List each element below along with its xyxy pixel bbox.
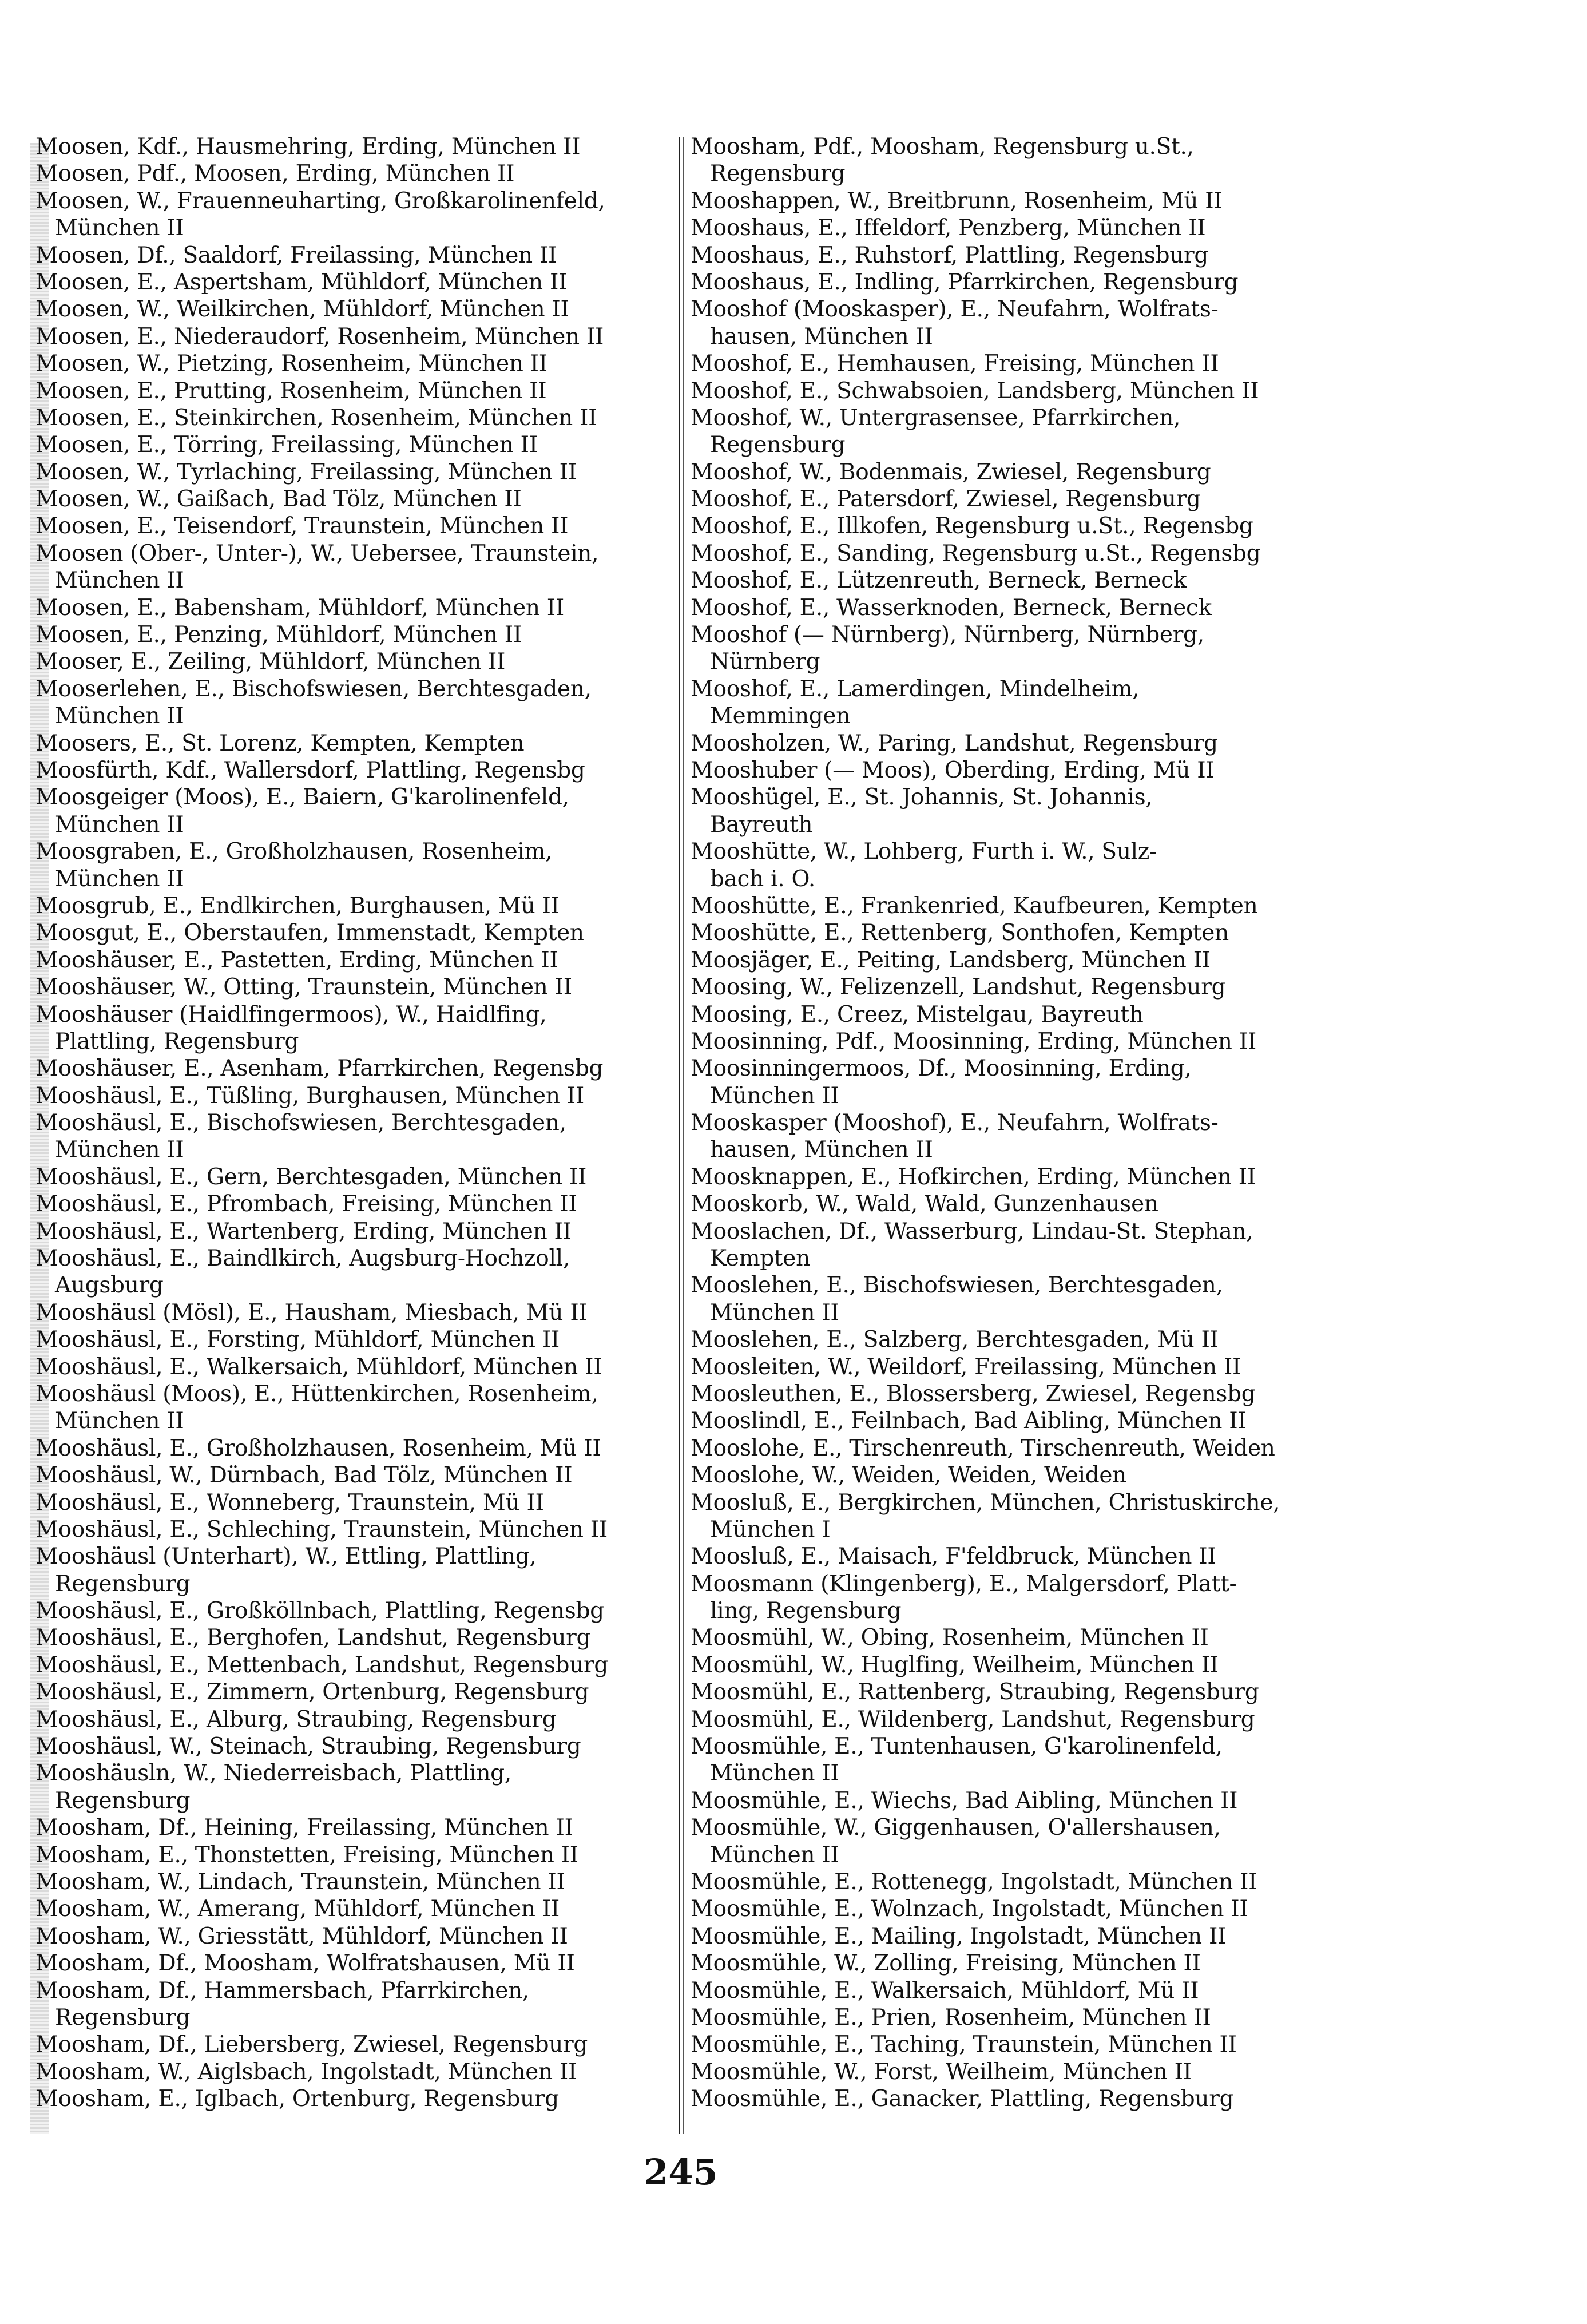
gazetteer-entry <box>691 242 1354 269</box>
entry-line: Mooshäusl, E., Pfrombach, Freising, München II <box>35 1191 577 1217</box>
entry-line: Moosen, Pdf., Moosen, Erding, München II <box>35 161 515 187</box>
gazetteer-entry <box>35 160 676 187</box>
entry-line: Moosham, W., Amerang, Mühldorf, München II <box>35 1896 560 1922</box>
gazetteer-entry <box>35 1109 676 1164</box>
entry-line: Mooslehen, E., Bischofswiesen, Berchtesgaden, <box>691 1272 1223 1299</box>
entry-line: Mooshäusl, E., Walkersaich, Mühldorf, München II <box>35 1354 602 1380</box>
entry-line: Moosham, E., Thonstetten, Freising, München II <box>35 1842 578 1868</box>
entry-continuation-line: Regensburg <box>55 1571 191 1597</box>
entry-continuation-line: München II <box>710 1299 839 1326</box>
gazetteer-entry <box>691 757 1354 784</box>
gazetteer-entry <box>35 1869 676 1895</box>
entry-continuation-line: bach i. O. <box>710 866 815 892</box>
entry-line: Moosing, W., Felizenzell, Landshut, Regensburg <box>691 974 1226 1001</box>
entry-line: Mooshäuser, E., Pastetten, Erding, München II <box>35 947 558 973</box>
gazetteer-entry <box>35 1842 676 1869</box>
entry-continuation-line: München II <box>710 1760 839 1787</box>
gazetteer-entry <box>35 1381 676 1435</box>
entry-line: Moosing, E., Creez, Mistelgau, Bayreuth <box>691 1001 1144 1028</box>
gazetteer-entry <box>691 1624 1354 1651</box>
entry-continuation-line: München II <box>55 1137 184 1163</box>
entry-line: Mooslindl, E., Feilnbach, Bad Aibling, München II <box>691 1408 1247 1434</box>
gazetteer-entry <box>691 1164 1354 1191</box>
entry-line: Mooshof, E., Illkofen, Regensburg u.St., Regensbg <box>691 513 1253 540</box>
gazetteer-entry <box>691 350 1354 377</box>
entry-line: Mooshof, E., Wasserknoden, Berneck, Berneck <box>691 594 1212 621</box>
entry-line: Mooshof, W., Bodenmais, Zwiesel, Regensburg <box>691 459 1211 485</box>
gazetteer-entry <box>35 296 676 323</box>
entry-line: Mooshof, E., Lamerdingen, Mindelheim, <box>691 676 1140 702</box>
gazetteer-entry <box>35 2085 676 2112</box>
entry-line: Moosmühle, E., Ganacker, Plattling, Regensburg <box>691 2086 1234 2112</box>
entry-line: Moosen, E., Babensham, Mühldorf, München II <box>35 594 564 621</box>
entry-line: Mooshaus, E., Iffeldorf, Penzberg, München II <box>691 215 1206 241</box>
gazetteer-entry <box>35 974 676 1001</box>
entry-line: Moosmühle, E., Wiechs, Bad Aibling, München II <box>691 1787 1238 1814</box>
entry-line: Moosmühle, E., Rottenegg, Ingolstadt, München II <box>691 1869 1257 1895</box>
entry-line: Moosen (Ober-, Unter-), W., Uebersee, Traunstein, <box>35 540 599 566</box>
entry-line: Moosmühle, E., Walkersaich, Mühldorf, Mü II <box>691 1977 1199 2004</box>
entry-line: Moosluß, E., Bergkirchen, München, Christuskirche, <box>691 1489 1280 1516</box>
entry-line: Moosmann (Klingenberg), E., Malgersdorf, Platt- <box>691 1571 1237 1597</box>
gazetteer-entry <box>35 1597 676 1624</box>
gazetteer-entry <box>691 2059 1354 2085</box>
entry-line: Mooshäusl, E., Bischofswiesen, Berchtesgaden, <box>35 1110 566 1136</box>
entry-line: Mooserlehen, E., Bischofswiesen, Berchtesgaden, <box>35 676 592 702</box>
gazetteer-entry <box>691 1679 1354 1706</box>
entry-continuation-line: Memmingen <box>710 703 851 729</box>
entry-line: Moosen, E., Steinkirchen, Rosenheim, München II <box>35 404 597 431</box>
gazetteer-entry <box>691 974 1354 1001</box>
entry-line: Moosmühle, E., Mailing, Ingolstadt, München II <box>691 1923 1227 1949</box>
gazetteer-entry <box>35 486 676 513</box>
entry-line: Moosmühle, W., Giggenhausen, O'allershausen, <box>691 1815 1221 1841</box>
entry-line: Moosen, W., Gaißach, Bad Tölz, München II <box>35 486 522 513</box>
entry-line: Mooshäusl, E., Mettenbach, Landshut, Regensburg <box>35 1652 609 1678</box>
gazetteer-entry <box>35 1299 676 1326</box>
entry-line: Moosham, Df., Liebersberg, Zwiesel, Regensburg <box>35 2032 588 2058</box>
entry-continuation-line: Regensburg <box>710 432 846 458</box>
entry-line: Moosfürth, Kdf., Wallersdorf, Plattling, Regensbg <box>35 757 585 783</box>
entry-line: Mooshof, E., Sanding, Regensburg u.St., Regensbg <box>691 540 1261 566</box>
entry-line: Moosmühl, W., Obing, Rosenheim, München II <box>691 1625 1209 1651</box>
gazetteer-entry <box>691 540 1354 567</box>
gazetteer-entry <box>35 350 676 377</box>
gazetteer-entry <box>35 1001 676 1056</box>
gazetteer-entry <box>691 1571 1354 1625</box>
left-column <box>35 133 676 2113</box>
gazetteer-entry <box>691 730 1354 757</box>
gazetteer-entry <box>35 730 676 757</box>
gazetteer-entry <box>35 1354 676 1381</box>
entry-line: Moosinning, Pdf., Moosinning, Erding, München II <box>691 1028 1256 1054</box>
entry-line: Mooshäuser, W., Otting, Traunstein, München II <box>35 974 572 1001</box>
gazetteer-entry <box>691 2004 1354 2031</box>
gazetteer-entry <box>691 1272 1354 1326</box>
gazetteer-entry <box>35 621 676 648</box>
entry-line: Moosmühle, E., Tuntenhausen, G'karolinenfeld, <box>691 1734 1223 1760</box>
gazetteer-entry <box>691 567 1354 594</box>
column-divider-inner <box>683 137 684 2134</box>
gazetteer-entry <box>35 1543 676 1597</box>
entry-line: Mooshäuser (Haidlfingermoos), W., Haidlfing, <box>35 1001 547 1028</box>
gazetteer-entry <box>691 1950 1354 1977</box>
entry-line: Moosgut, E., Oberstaufen, Immenstadt, Kempten <box>35 920 584 946</box>
gazetteer-entry <box>35 513 676 540</box>
entry-line: Mooshäusl, E., Wartenberg, Erding, München II <box>35 1218 572 1244</box>
gazetteer-entry <box>691 133 1354 188</box>
entry-line: Moosham, W., Griesstätt, Mühldorf, München II <box>35 1923 568 1949</box>
gazetteer-entry <box>35 1923 676 1950</box>
entry-continuation-line: Nürnberg <box>710 649 820 675</box>
entry-continuation-line: München II <box>55 703 184 729</box>
gazetteer-entry <box>691 1462 1354 1489</box>
entry-line: Mooshof (Mooskasper), E., Neufahrn, Wolfrats- <box>691 296 1219 323</box>
entry-continuation-line: München II <box>55 215 184 241</box>
entry-continuation-line: Regensburg <box>55 2004 191 2030</box>
entry-line: Moosgeiger (Moos), E., Baiern, G'karolinenfeld, <box>35 784 569 811</box>
entry-line: Moosham, Df., Heining, Freilassing, München II <box>35 1815 573 1841</box>
gazetteer-entry <box>35 1055 676 1082</box>
entry-line: Moosholzen, W., Paring, Landshut, Regensburg <box>691 730 1218 756</box>
gazetteer-entry <box>691 893 1354 919</box>
entry-continuation-line: München II <box>55 1408 184 1434</box>
gazetteer-entry <box>691 2085 1354 2112</box>
entry-line: Moosmühle, W., Zolling, Freising, München II <box>691 1950 1201 1977</box>
gazetteer-entry <box>691 1489 1354 1544</box>
entry-line: Moosgraben, E., Großholzhausen, Rosenheim, <box>35 839 553 865</box>
gazetteer-entry <box>691 1977 1354 2004</box>
entry-line: Moosen, W., Tyrlaching, Freilassing, München II <box>35 459 577 485</box>
entry-continuation-line: München II <box>55 866 184 892</box>
gazetteer-entry <box>35 1895 676 1922</box>
entry-continuation-line: Bayreuth <box>710 811 813 838</box>
entry-line: Moosmühle, E., Taching, Traunstein, München II <box>691 2032 1237 2058</box>
entry-continuation-line: hausen, München II <box>710 323 933 350</box>
entry-continuation-line: Augsburg <box>55 1272 164 1299</box>
entry-line: Moosen, W., Weilkirchen, Mühldorf, München II <box>35 296 569 323</box>
gazetteer-entry <box>35 1462 676 1489</box>
entry-line: Mooshof, W., Untergrasensee, Pfarrkirchen, <box>691 404 1181 431</box>
gazetteer-entry <box>691 486 1354 513</box>
gazetteer-entry <box>35 269 676 296</box>
entry-line: Mooshappen, W., Breitbrunn, Rosenheim, Mü II <box>691 188 1223 214</box>
entry-line: Mooshäusl, E., Gern, Berchtesgaden, München II <box>35 1164 587 1190</box>
gazetteer-entry <box>35 133 676 160</box>
gazetteer-entry <box>691 594 1354 621</box>
entry-line: Moosen, E., Teisendorf, Traunstein, München II <box>35 513 569 540</box>
gazetteer-entry <box>691 784 1354 838</box>
gazetteer-entry <box>35 1191 676 1217</box>
entry-line: Mooshäusl, E., Forsting, Mühldorf, München II <box>35 1327 560 1353</box>
entry-line: Moosmühl, E., Wildenberg, Landshut, Regensburg <box>691 1706 1255 1732</box>
gazetteer-entry <box>35 188 676 242</box>
entry-line: Mooshäusl, E., Berghofen, Landshut, Regensburg <box>35 1625 591 1651</box>
entry-line: Mooshäusl, E., Baindlkirch, Augsburg-Hochzoll, <box>35 1246 570 1272</box>
entry-line: Moosmühl, E., Rattenberg, Straubing, Regensburg <box>691 1679 1259 1706</box>
entry-line: Mooshügel, E., St. Johannis, St. Johannis, <box>691 784 1153 811</box>
entry-continuation-line: Regensburg <box>710 161 846 187</box>
gazetteer-entry <box>35 1760 676 1814</box>
gazetteer-entry <box>691 513 1354 540</box>
entry-line: Moosen, W., Pietzing, Rosenheim, München II <box>35 351 547 377</box>
entry-line: Moosen, Df., Saaldorf, Freilassing, München II <box>35 242 557 268</box>
entry-line: Mooshäusl (Moos), E., Hüttenkirchen, Rosenheim, <box>35 1381 598 1407</box>
entry-line: Mooshof, E., Lützenreuth, Berneck, Berneck <box>691 568 1187 594</box>
entry-line: Moosen, W., Frauenneuharting, Großkarolinenfeld, <box>35 188 605 214</box>
entry-line: Mooshäusl, E., Wonneberg, Traunstein, Mü II <box>35 1489 544 1516</box>
entry-line: Moosleiten, W., Weildorf, Freilassing, München II <box>691 1354 1241 1380</box>
entry-continuation-line: München II <box>710 1842 839 1868</box>
entry-line: Mooshäusl, W., Steinach, Straubing, Regensburg <box>35 1734 581 1760</box>
gazetteer-entry <box>691 1407 1354 1434</box>
gazetteer-entry <box>35 2059 676 2085</box>
entry-line: Moosham, Df., Hammersbach, Pfarrkirchen, <box>35 1977 530 2004</box>
entry-line: Moosmühle, W., Forst, Weilheim, München II <box>691 2059 1192 2085</box>
entry-line: Mooshof (— Nürnberg), Nürnberg, Nürnberg, <box>691 622 1204 648</box>
gazetteer-entry <box>691 1895 1354 1922</box>
gazetteer-entry <box>691 404 1354 459</box>
gazetteer-entry <box>691 1001 1354 1028</box>
entry-line: Mooshuber (— Moos), Oberding, Erding, Mü II <box>691 757 1215 783</box>
gazetteer-entry <box>691 1869 1354 1895</box>
gazetteer-entry <box>35 431 676 458</box>
entry-line: Moosham, Df., Moosham, Wolfratshausen, Mü II <box>35 1950 575 1977</box>
gazetteer-entry <box>35 1218 676 1245</box>
entry-continuation-line: München II <box>710 1082 839 1109</box>
entry-continuation-line: Plattling, Regensburg <box>55 1028 299 1054</box>
entry-line: Mooshäusl, E., Schleching, Traunstein, München II <box>35 1516 608 1542</box>
entry-line: Mooshof, E., Hemhausen, Freising, München II <box>691 351 1219 377</box>
gazetteer-entry <box>35 1814 676 1841</box>
gazetteer-entry <box>691 1055 1354 1109</box>
entry-line: Moosmühle, E., Wolnzach, Ingolstadt, München II <box>691 1896 1248 1922</box>
gazetteer-entry <box>35 676 676 730</box>
gazetteer-entry <box>691 947 1354 974</box>
gazetteer-entry <box>35 947 676 974</box>
gazetteer-entry <box>35 1652 676 1679</box>
gazetteer-entry <box>35 459 676 486</box>
gazetteer-entry <box>35 242 676 269</box>
entry-line: Mooslohe, W., Weiden, Weiden, Weiden <box>691 1462 1126 1489</box>
gazetteer-entry <box>691 1381 1354 1407</box>
entry-line: Mooshäusl, E., Tüßling, Burghausen, München II <box>35 1082 584 1109</box>
entry-line: Mooshäusl (Unterhart), W., Ettling, Plattling, <box>35 1544 537 1570</box>
gazetteer-entry <box>691 1435 1354 1462</box>
gazetteer-entry <box>35 1679 676 1706</box>
entry-continuation-line: München II <box>55 811 184 838</box>
entry-line: Moosmühle, E., Prien, Rosenheim, München II <box>691 2004 1211 2030</box>
gazetteer-entry <box>35 648 676 675</box>
gazetteer-entry <box>35 378 676 404</box>
gazetteer-entry <box>35 784 676 838</box>
gazetteer-entry <box>691 919 1354 946</box>
gazetteer-entry <box>35 1516 676 1543</box>
entry-line: Mooshäusl, E., Großköllnbach, Plattling, Regensbg <box>35 1598 604 1624</box>
entry-line: Moosham, W., Aiglsbach, Ingolstadt, München II <box>35 2059 577 2085</box>
entry-line: Moosmühl, W., Huglfing, Weilheim, München II <box>691 1652 1219 1678</box>
gazetteer-entry <box>691 188 1354 215</box>
gazetteer-entry <box>691 1191 1354 1217</box>
gazetteer-entry <box>35 893 676 919</box>
gazetteer-entry <box>691 1326 1354 1353</box>
entry-line: Mooslehen, E., Salzberg, Berchtesgaden, Mü II <box>691 1327 1219 1353</box>
entry-line: Mooslachen, Df., Wasserburg, Lindau-St. Stephan, <box>691 1218 1253 1244</box>
page-number: 245 <box>644 2151 718 2193</box>
gazetteer-entry <box>35 1950 676 1977</box>
gazetteer-entry <box>691 2031 1354 2058</box>
gazetteer-entry <box>35 1245 676 1299</box>
entry-continuation-line: Regensburg <box>55 1787 191 1814</box>
gazetteer-entry <box>691 1706 1354 1733</box>
gazetteer-entry <box>35 1435 676 1462</box>
entry-line: Mooshaus, E., Indling, Pfarrkirchen, Regensburg <box>691 269 1239 295</box>
gazetteer-entry <box>35 1624 676 1651</box>
gazetteer-entry <box>691 459 1354 486</box>
gazetteer-entry <box>35 2031 676 2058</box>
gazetteer-entry <box>691 1028 1354 1055</box>
entry-continuation-line: Kempten <box>710 1246 810 1272</box>
gazetteer-entry <box>691 1354 1354 1381</box>
gazetteer-entry <box>35 1164 676 1191</box>
gazetteer-entry <box>35 404 676 431</box>
entry-line: Mooshütte, W., Lohberg, Furth i. W., Sulz- <box>691 839 1157 865</box>
entry-line: Mooslohe, E., Tirschenreuth, Tirschenreuth, Weiden <box>691 1435 1275 1461</box>
entry-line: Mooser, E., Zeiling, Mühldorf, München II <box>35 649 506 675</box>
gazetteer-entry <box>691 1218 1354 1272</box>
entry-line: Moosham, W., Lindach, Traunstein, München II <box>35 1869 565 1895</box>
entry-line: Moosham, E., Iglbach, Ortenburg, Regensburg <box>35 2086 559 2112</box>
gazetteer-entry <box>691 1923 1354 1950</box>
entry-line: Mooshäusl, E., Zimmern, Ortenburg, Regensburg <box>35 1679 589 1706</box>
entry-line: Mooshütte, E., Rettenberg, Sonthofen, Kempten <box>691 920 1229 946</box>
entry-line: Moosen, Kdf., Hausmehring, Erding, München II <box>35 134 581 160</box>
entry-continuation-line: ling, Regensburg <box>710 1598 902 1624</box>
gazetteer-entry <box>35 1489 676 1516</box>
gazetteer-entry <box>35 838 676 893</box>
gazetteer-entry <box>35 757 676 784</box>
gazetteer-entry <box>691 269 1354 296</box>
gazetteer-entry <box>35 1082 676 1109</box>
entry-line: Moosen, E., Aspertsham, Mühldorf, München II <box>35 269 568 295</box>
gazetteer-entry <box>691 676 1354 730</box>
entry-line: Mooshaus, E., Ruhstorf, Plattling, Regensburg <box>691 242 1209 268</box>
gazetteer-entry <box>691 1814 1354 1869</box>
gazetteer-entry <box>35 1733 676 1760</box>
entry-line: Moosen, E., Törring, Freilassing, München II <box>35 432 538 458</box>
entry-line: Moosinningermoos, Df., Moosinning, Erding, <box>691 1056 1192 1082</box>
gazetteer-entry <box>691 621 1354 676</box>
entry-line: Mooshäusl, W., Dürnbach, Bad Tölz, München II <box>35 1462 573 1489</box>
gazetteer-entry <box>35 594 676 621</box>
entry-line: Mooshäusln, W., Niederreisbach, Plattling, <box>35 1760 511 1787</box>
entry-line: Mooskorb, W., Wald, Wald, Gunzenhausen <box>691 1191 1158 1217</box>
entry-line: Moosknappen, E., Hofkirchen, Erding, München II <box>691 1164 1256 1190</box>
gazetteer-entry <box>35 919 676 946</box>
entry-line: Moosen, E., Niederaudorf, Rosenheim, München II <box>35 323 604 350</box>
entry-line: Mooshof, E., Schwabsoien, Landsberg, München II <box>691 378 1259 404</box>
gazetteer-entry <box>691 1787 1354 1814</box>
column-divider <box>679 137 680 2134</box>
gazetteer-entry <box>35 1706 676 1733</box>
entry-line: Mooskasper (Mooshof), E., Neufahrn, Wolfrats- <box>691 1110 1219 1136</box>
gazetteer-entry <box>35 1326 676 1353</box>
entry-continuation-line: hausen, München II <box>710 1137 933 1163</box>
gazetteer-entry <box>691 1652 1354 1679</box>
gazetteer-entry <box>35 540 676 594</box>
gazetteer-entry <box>691 215 1354 241</box>
entry-line: Moosjäger, E., Peiting, Landsberg, München II <box>691 947 1211 973</box>
gazetteer-entry <box>35 323 676 350</box>
entry-line: Mooshäuser, E., Asenham, Pfarrkirchen, Regensbg <box>35 1056 604 1082</box>
gazetteer-entry <box>691 378 1354 404</box>
entry-continuation-line: München II <box>55 568 184 594</box>
gazetteer-entry <box>691 838 1354 893</box>
entry-line: Mooshäusl, E., Großholzhausen, Rosenheim, Mü II <box>35 1435 601 1461</box>
entry-line: Moosgrub, E., Endlkirchen, Burghausen, Mü II <box>35 893 560 919</box>
entry-line: Mooshäusl (Mösl), E., Hausham, Miesbach, Mü II <box>35 1299 588 1326</box>
entry-line: Moosleuthen, E., Blossersberg, Zwiesel, Regensbg <box>691 1381 1256 1407</box>
right-column <box>691 133 1354 2113</box>
entry-line: Moosers, E., St. Lorenz, Kempten, Kempten <box>35 730 525 756</box>
entry-line: Moosham, Pdf., Moosham, Regensburg u.St., <box>691 134 1194 160</box>
gazetteer-entry <box>691 1543 1354 1570</box>
entry-line: Mooshütte, E., Frankenried, Kaufbeuren, Kempten <box>691 893 1258 919</box>
entry-continuation-line: München I <box>710 1516 831 1542</box>
entry-line: Mooshäusl, E., Alburg, Straubing, Regensburg <box>35 1706 557 1732</box>
gazetteer-entry <box>691 1109 1354 1164</box>
entry-line: Moosen, E., Prutting, Rosenheim, München II <box>35 378 547 404</box>
entry-line: Mooshof, E., Patersdorf, Zwiesel, Regensburg <box>691 486 1201 513</box>
entry-line: Moosluß, E., Maisach, F'feldbruck, München II <box>691 1544 1216 1570</box>
entry-line: Moosen, E., Penzing, Mühldorf, München II <box>35 622 522 648</box>
gazetteer-entry <box>35 1977 676 2032</box>
gazetteer-entry <box>691 1733 1354 1787</box>
gazetteer-entry <box>691 296 1354 350</box>
